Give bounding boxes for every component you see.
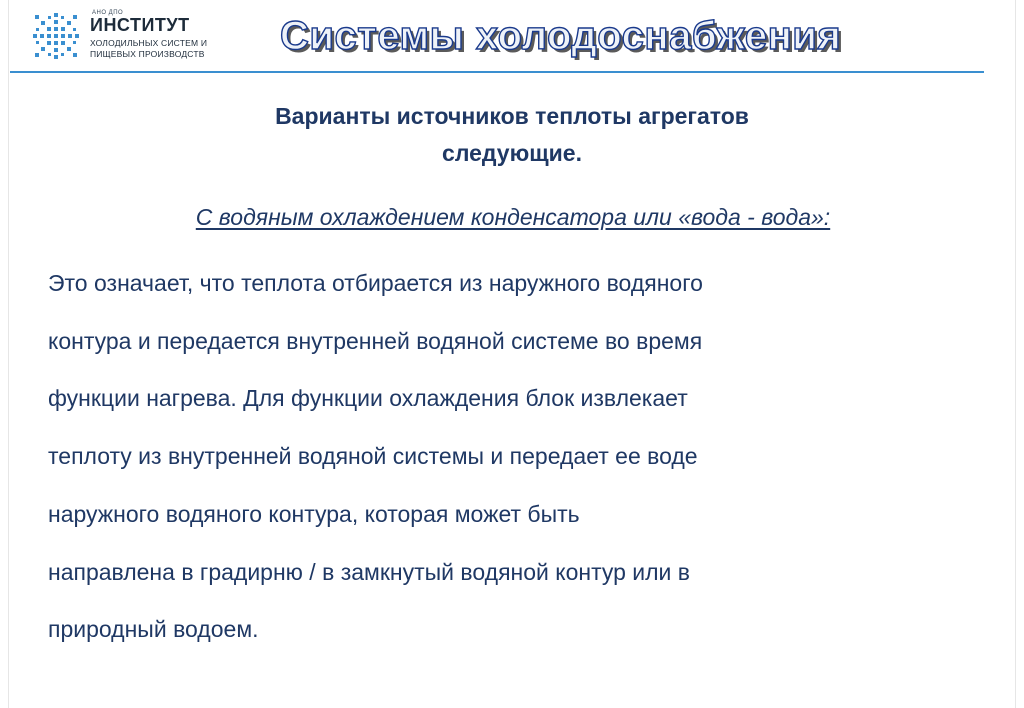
heading-line-1: Варианты источников теплоты агрегатов (275, 103, 749, 129)
title-divider (10, 71, 984, 73)
logo-subtitle-line1: ХОЛОДИЛЬНЫХ СИСТЕМ И (90, 38, 208, 48)
slide-title: Системы холодоснабжения (280, 14, 842, 58)
logo-name: ИНСТИТУТ (90, 15, 190, 35)
body-line: теплоту из внутренней водяной системы и передает ее воде (48, 443, 698, 470)
body-line: контура и передается внутренней водяной системе во время (48, 327, 703, 354)
body-line: природный водоем. (48, 616, 259, 643)
slide-border-right (1015, 0, 1016, 708)
body-line: наружного водяного контура, которая может быть (48, 500, 580, 527)
logo-small-text: АНО ДПО (92, 10, 124, 16)
content-heading (160, 98, 864, 172)
institute-logo (30, 6, 220, 62)
body-line: функции нагрева. Для функции охлаждения блок извлекает (48, 385, 688, 412)
slide-border-left (8, 0, 9, 708)
body-line: Это означает, что теплота отбирается из наружного водяного (48, 270, 703, 296)
heading-line-2: следующие. (442, 140, 582, 166)
body-paragraph (48, 255, 988, 659)
logo-subtitle-line2: ПИЩЕВЫХ ПРОИЗВОДСТВ (90, 49, 205, 59)
body-line: направлена в градирню / в замкнутый водяной контур или в (48, 558, 691, 585)
content-subheading: С водяным охлаждением конденсатора или «вода - вода»: (195, 204, 831, 230)
snowflake-icon (32, 12, 80, 60)
